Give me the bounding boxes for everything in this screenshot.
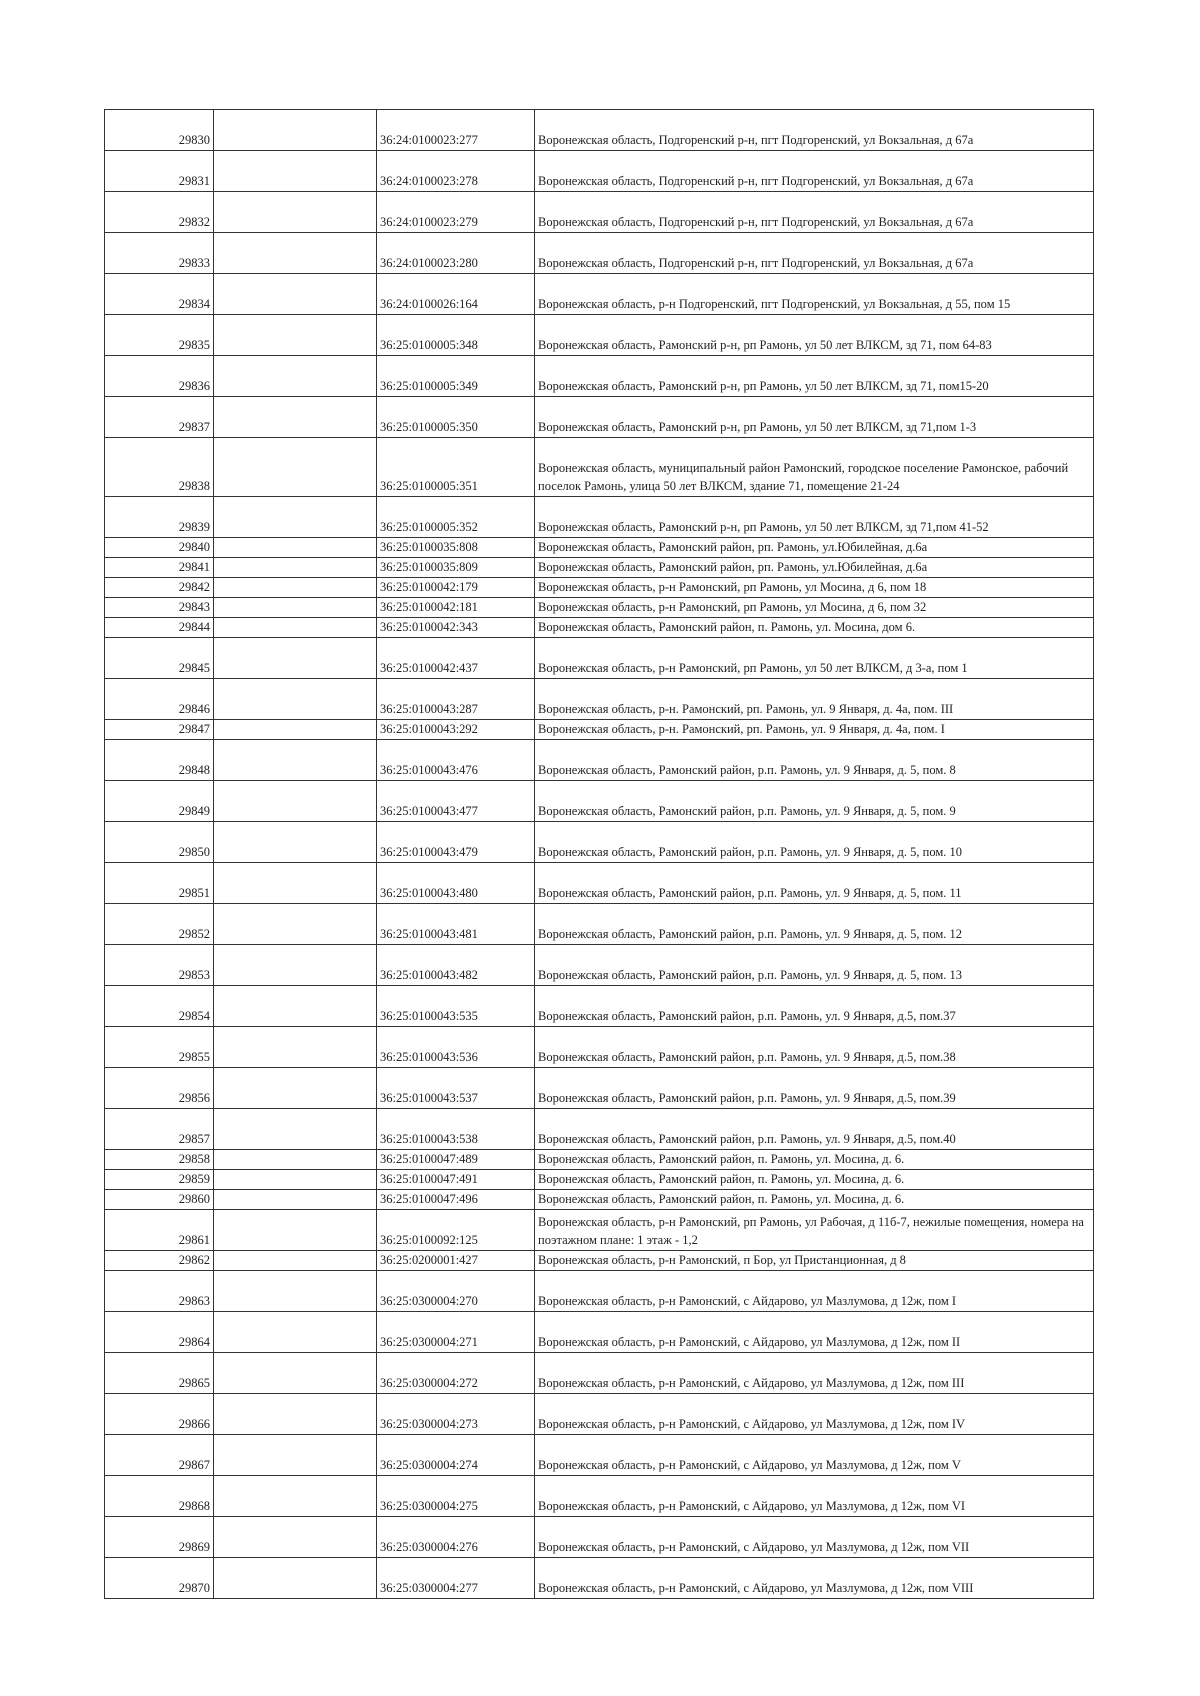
row-number: 29860 bbox=[105, 1190, 214, 1210]
table-row bbox=[105, 233, 1094, 274]
cadastral-number: 36:25:0100042:343 bbox=[377, 618, 535, 638]
empty-cell bbox=[214, 1251, 377, 1271]
property-address: Воронежская область, Рамонский район, р.п. Рамонь, ул. 9 Января, д.5, пом.39 bbox=[535, 1068, 1094, 1109]
row-number: 29836 bbox=[105, 356, 214, 397]
table-row bbox=[105, 151, 1094, 192]
empty-cell bbox=[214, 1170, 377, 1190]
empty-cell bbox=[214, 274, 377, 315]
row-number: 29862 bbox=[105, 1251, 214, 1271]
empty-cell bbox=[214, 110, 377, 151]
empty-cell bbox=[214, 1558, 377, 1599]
row-number: 29838 bbox=[105, 438, 214, 497]
empty-cell bbox=[214, 1190, 377, 1210]
empty-cell bbox=[214, 1210, 377, 1251]
property-address: Воронежская область, р-н Рамонский, рп Рамонь, ул Мосина, д 6, пом 32 bbox=[535, 598, 1094, 618]
property-address: Воронежская область, Рамонский район, п. Рамонь, ул. Мосина, д. 6. bbox=[535, 1150, 1094, 1170]
empty-cell bbox=[214, 720, 377, 740]
cadastral-number: 36:25:0100043:481 bbox=[377, 904, 535, 945]
empty-cell bbox=[214, 497, 377, 538]
empty-cell bbox=[214, 1027, 377, 1068]
table-row bbox=[105, 558, 1094, 578]
property-address: Воронежская область, р-н Рамонский, с Айдарово, ул Мазлумова, д 12ж, пом V bbox=[535, 1435, 1094, 1476]
row-number: 29869 bbox=[105, 1517, 214, 1558]
cadastral-number: 36:25:0100043:480 bbox=[377, 863, 535, 904]
row-number: 29857 bbox=[105, 1109, 214, 1150]
cadastral-number: 36:25:0100043:287 bbox=[377, 679, 535, 720]
row-number: 29840 bbox=[105, 538, 214, 558]
property-address: Воронежская область, р-н Рамонский, с Айдарово, ул Мазлумова, д 12ж, пом VII bbox=[535, 1517, 1094, 1558]
empty-cell bbox=[214, 397, 377, 438]
row-number: 29833 bbox=[105, 233, 214, 274]
table-row bbox=[105, 863, 1094, 904]
property-address: Воронежская область, р-н Рамонский, с Айдарово, ул Мазлумова, д 12ж, пом III bbox=[535, 1353, 1094, 1394]
cadastral-number: 36:25:0100047:491 bbox=[377, 1170, 535, 1190]
row-number: 29849 bbox=[105, 781, 214, 822]
cadastral-number: 36:25:0100035:808 bbox=[377, 538, 535, 558]
empty-cell bbox=[214, 1150, 377, 1170]
property-address: Воронежская область, р-н Рамонский, рп Рамонь, ул 50 лет ВЛКСМ, д 3-а, пом 1 bbox=[535, 638, 1094, 679]
table-row bbox=[105, 1109, 1094, 1150]
row-number: 29837 bbox=[105, 397, 214, 438]
empty-cell bbox=[214, 538, 377, 558]
empty-cell bbox=[214, 679, 377, 720]
cadastral-number: 36:25:0100043:535 bbox=[377, 986, 535, 1027]
cadastral-number: 36:25:0100005:349 bbox=[377, 356, 535, 397]
cadastral-number: 36:24:0100023:277 bbox=[377, 110, 535, 151]
cadastral-number: 36:25:0100005:351 bbox=[377, 438, 535, 497]
row-number: 29859 bbox=[105, 1170, 214, 1190]
row-number: 29832 bbox=[105, 192, 214, 233]
empty-cell bbox=[214, 781, 377, 822]
cadastral-number: 36:25:0300004:275 bbox=[377, 1476, 535, 1517]
cadastral-number: 36:25:0100042:437 bbox=[377, 638, 535, 679]
row-number: 29861 bbox=[105, 1210, 214, 1251]
row-number: 29841 bbox=[105, 558, 214, 578]
table-row bbox=[105, 438, 1094, 497]
property-address: Воронежская область, р-н Рамонский, п Бор, ул Пристанционная, д 8 bbox=[535, 1251, 1094, 1271]
property-address: Воронежская область, Рамонский район, р.п. Рамонь, ул. 9 Января, д.5, пом.37 bbox=[535, 986, 1094, 1027]
empty-cell bbox=[214, 1394, 377, 1435]
table-row bbox=[105, 397, 1094, 438]
cadastral-number: 36:25:0100005:348 bbox=[377, 315, 535, 356]
empty-cell bbox=[214, 1109, 377, 1150]
register-body bbox=[105, 110, 1094, 1599]
empty-cell bbox=[214, 1435, 377, 1476]
property-address: Воронежская область, р-н Рамонский, с Айдарово, ул Мазлумова, д 12ж, пом VIII bbox=[535, 1558, 1094, 1599]
cadastral-number: 36:25:0300004:277 bbox=[377, 1558, 535, 1599]
property-address: Воронежская область, р-н Рамонский, рп Рамонь, ул Рабочая, д 11б-7, нежилые помещения, номера на поэтажном плане: 1 этаж - 1,2 bbox=[535, 1210, 1094, 1251]
property-register-table bbox=[104, 109, 1094, 1599]
cadastral-number: 36:25:0100005:352 bbox=[377, 497, 535, 538]
row-number: 29868 bbox=[105, 1476, 214, 1517]
cadastral-number: 36:25:0100005:350 bbox=[377, 397, 535, 438]
property-address: Воронежская область, Рамонский район, п. Рамонь, ул. Мосина, дом 6. bbox=[535, 618, 1094, 638]
table-row bbox=[105, 1271, 1094, 1312]
property-address: Воронежская область, Рамонский р-н, рп Рамонь, ул 50 лет ВЛКСМ, зд 71,пом 1-3 bbox=[535, 397, 1094, 438]
property-address: Воронежская область, р-н Подгоренский, пгт Подгоренский, ул Вокзальная, д 55, пом 15 bbox=[535, 274, 1094, 315]
table-row bbox=[105, 315, 1094, 356]
cadastral-number: 36:25:0100043:538 bbox=[377, 1109, 535, 1150]
property-address: Воронежская область, Рамонский район, р.п. Рамонь, ул. 9 Января, д. 5, пом. 11 bbox=[535, 863, 1094, 904]
table-row bbox=[105, 986, 1094, 1027]
table-row bbox=[105, 1517, 1094, 1558]
empty-cell bbox=[214, 151, 377, 192]
empty-cell bbox=[214, 1476, 377, 1517]
property-address: Воронежская область, Рамонский район, п. Рамонь, ул. Мосина, д. 6. bbox=[535, 1170, 1094, 1190]
table-row bbox=[105, 1312, 1094, 1353]
row-number: 29852 bbox=[105, 904, 214, 945]
row-number: 29850 bbox=[105, 822, 214, 863]
table-row bbox=[105, 497, 1094, 538]
cadastral-number: 36:25:0100047:489 bbox=[377, 1150, 535, 1170]
empty-cell bbox=[214, 578, 377, 598]
table-row bbox=[105, 1353, 1094, 1394]
property-address: Воронежская область, р-н. Рамонский, рп. Рамонь, ул. 9 Января, д. 4а, пом. I bbox=[535, 720, 1094, 740]
cadastral-number: 36:25:0100092:125 bbox=[377, 1210, 535, 1251]
cadastral-number: 36:24:0100023:279 bbox=[377, 192, 535, 233]
cadastral-number: 36:24:0100026:164 bbox=[377, 274, 535, 315]
empty-cell bbox=[214, 618, 377, 638]
table-row bbox=[105, 904, 1094, 945]
cadastral-number: 36:25:0100042:179 bbox=[377, 578, 535, 598]
table-row bbox=[105, 1435, 1094, 1476]
property-address: Воронежская область, р-н Рамонский, рп Рамонь, ул Мосина, д 6, пом 18 bbox=[535, 578, 1094, 598]
property-address: Воронежская область, Рамонский район, рп. Рамонь, ул.Юбилейная, д.6а bbox=[535, 538, 1094, 558]
empty-cell bbox=[214, 598, 377, 618]
empty-cell bbox=[214, 638, 377, 679]
row-number: 29835 bbox=[105, 315, 214, 356]
property-address: Воронежская область, Рамонский район, р.п. Рамонь, ул. 9 Января, д. 5, пом. 13 bbox=[535, 945, 1094, 986]
empty-cell bbox=[214, 233, 377, 274]
cadastral-number: 36:25:0300004:272 bbox=[377, 1353, 535, 1394]
row-number: 29847 bbox=[105, 720, 214, 740]
empty-cell bbox=[214, 740, 377, 781]
property-address: Воронежская область, р-н Рамонский, с Айдарово, ул Мазлумова, д 12ж, пом II bbox=[535, 1312, 1094, 1353]
table-row bbox=[105, 1150, 1094, 1170]
empty-cell bbox=[214, 822, 377, 863]
table-row bbox=[105, 110, 1094, 151]
table-row bbox=[105, 1190, 1094, 1210]
cadastral-number: 36:25:0100043:479 bbox=[377, 822, 535, 863]
property-address: Воронежская область, Рамонский р-н, рп Рамонь, ул 50 лет ВЛКСМ, зд 71, пом 64-83 bbox=[535, 315, 1094, 356]
empty-cell bbox=[214, 356, 377, 397]
row-number: 29845 bbox=[105, 638, 214, 679]
table-row bbox=[105, 1068, 1094, 1109]
table-row bbox=[105, 638, 1094, 679]
cadastral-number: 36:25:0300004:276 bbox=[377, 1517, 535, 1558]
table-row bbox=[105, 1210, 1094, 1251]
table-row bbox=[105, 1394, 1094, 1435]
empty-cell bbox=[214, 558, 377, 578]
table-row bbox=[105, 945, 1094, 986]
property-address: Воронежская область, Рамонский район, р.п. Рамонь, ул. 9 Января, д.5, пом.40 bbox=[535, 1109, 1094, 1150]
row-number: 29855 bbox=[105, 1027, 214, 1068]
property-address: Воронежская область, муниципальный район Рамонский, городское поселение Рамонское, рабочий поселок Рамонь, улица 50 лет ВЛКСМ, здание 71, помещение 21-24 bbox=[535, 438, 1094, 497]
property-address: Воронежская область, Рамонский район, рп. Рамонь, ул.Юбилейная, д.6а bbox=[535, 558, 1094, 578]
empty-cell bbox=[214, 315, 377, 356]
row-number: 29863 bbox=[105, 1271, 214, 1312]
cadastral-number: 36:25:0100043:537 bbox=[377, 1068, 535, 1109]
empty-cell bbox=[214, 986, 377, 1027]
table-row bbox=[105, 1558, 1094, 1599]
empty-cell bbox=[214, 1271, 377, 1312]
property-address: Воронежская область, Рамонский район, п. Рамонь, ул. Мосина, д. 6. bbox=[535, 1190, 1094, 1210]
property-address: Воронежская область, р-н. Рамонский, рп. Рамонь, ул. 9 Января, д. 4а, пом. III bbox=[535, 679, 1094, 720]
cadastral-number: 36:24:0100023:278 bbox=[377, 151, 535, 192]
property-address: Воронежская область, Рамонский р-н, рп Рамонь, ул 50 лет ВЛКСМ, зд 71,пом 41-52 bbox=[535, 497, 1094, 538]
row-number: 29865 bbox=[105, 1353, 214, 1394]
table-row bbox=[105, 356, 1094, 397]
property-address: Воронежская область, Рамонский район, р.п. Рамонь, ул. 9 Января, д. 5, пом. 12 bbox=[535, 904, 1094, 945]
cadastral-number: 36:25:0100042:181 bbox=[377, 598, 535, 618]
row-number: 29851 bbox=[105, 863, 214, 904]
cadastral-number: 36:25:0100043:477 bbox=[377, 781, 535, 822]
table-row bbox=[105, 578, 1094, 598]
empty-cell bbox=[214, 1353, 377, 1394]
empty-cell bbox=[214, 438, 377, 497]
cadastral-number: 36:25:0200001:427 bbox=[377, 1251, 535, 1271]
cadastral-number: 36:25:0100043:476 bbox=[377, 740, 535, 781]
table-row bbox=[105, 679, 1094, 720]
table-row bbox=[105, 720, 1094, 740]
row-number: 29856 bbox=[105, 1068, 214, 1109]
property-address: Воронежская область, Подгоренский р-н, пгт Подгоренский, ул Вокзальная, д 67а bbox=[535, 151, 1094, 192]
property-address: Воронежская область, р-н Рамонский, с Айдарово, ул Мазлумова, д 12ж, пом IV bbox=[535, 1394, 1094, 1435]
empty-cell bbox=[214, 1312, 377, 1353]
cadastral-number: 36:24:0100023:280 bbox=[377, 233, 535, 274]
table-row bbox=[105, 192, 1094, 233]
table-row bbox=[105, 598, 1094, 618]
cadastral-number: 36:25:0100035:809 bbox=[377, 558, 535, 578]
empty-cell bbox=[214, 863, 377, 904]
table-row bbox=[105, 618, 1094, 638]
row-number: 29866 bbox=[105, 1394, 214, 1435]
row-number: 29848 bbox=[105, 740, 214, 781]
cadastral-number: 36:25:0100043:482 bbox=[377, 945, 535, 986]
property-address: Воронежская область, Подгоренский р-н, пгт Подгоренский, ул Вокзальная, д 67а bbox=[535, 233, 1094, 274]
row-number: 29854 bbox=[105, 986, 214, 1027]
row-number: 29839 bbox=[105, 497, 214, 538]
cadastral-number: 36:25:0100043:292 bbox=[377, 720, 535, 740]
property-address: Воронежская область, р-н Рамонский, с Айдарово, ул Мазлумова, д 12ж, пом I bbox=[535, 1271, 1094, 1312]
empty-cell bbox=[214, 904, 377, 945]
table-row bbox=[105, 1027, 1094, 1068]
property-address: Воронежская область, Рамонский район, р.п. Рамонь, ул. 9 Января, д. 5, пом. 10 bbox=[535, 822, 1094, 863]
property-address: Воронежская область, р-н Рамонский, с Айдарово, ул Мазлумова, д 12ж, пом VI bbox=[535, 1476, 1094, 1517]
row-number: 29858 bbox=[105, 1150, 214, 1170]
property-address: Воронежская область, Рамонский р-н, рп Рамонь, ул 50 лет ВЛКСМ, зд 71, пом15-20 bbox=[535, 356, 1094, 397]
table-row bbox=[105, 1251, 1094, 1271]
table-row bbox=[105, 274, 1094, 315]
table-row bbox=[105, 740, 1094, 781]
cadastral-number: 36:25:0100043:536 bbox=[377, 1027, 535, 1068]
row-number: 29844 bbox=[105, 618, 214, 638]
table-row bbox=[105, 822, 1094, 863]
empty-cell bbox=[214, 945, 377, 986]
property-address: Воронежская область, Рамонский район, р.п. Рамонь, ул. 9 Января, д.5, пом.38 bbox=[535, 1027, 1094, 1068]
property-address: Воронежская область, Подгоренский р-н, пгт Подгоренский, ул Вокзальная, д 67а bbox=[535, 192, 1094, 233]
empty-cell bbox=[214, 192, 377, 233]
property-address: Воронежская область, Подгоренский р-н, пгт Подгоренский, ул Вокзальная, д 67а bbox=[535, 110, 1094, 151]
property-address: Воронежская область, Рамонский район, р.п. Рамонь, ул. 9 Января, д. 5, пом. 8 bbox=[535, 740, 1094, 781]
cadastral-number: 36:25:0300004:273 bbox=[377, 1394, 535, 1435]
property-address: Воронежская область, Рамонский район, р.п. Рамонь, ул. 9 Января, д. 5, пом. 9 bbox=[535, 781, 1094, 822]
table-row bbox=[105, 1476, 1094, 1517]
table-row bbox=[105, 781, 1094, 822]
row-number: 29846 bbox=[105, 679, 214, 720]
row-number: 29834 bbox=[105, 274, 214, 315]
row-number: 29830 bbox=[105, 110, 214, 151]
row-number: 29842 bbox=[105, 578, 214, 598]
empty-cell bbox=[214, 1517, 377, 1558]
cadastral-number: 36:25:0300004:270 bbox=[377, 1271, 535, 1312]
table-row bbox=[105, 538, 1094, 558]
row-number: 29867 bbox=[105, 1435, 214, 1476]
cadastral-number: 36:25:0300004:274 bbox=[377, 1435, 535, 1476]
empty-cell bbox=[214, 1068, 377, 1109]
table-row bbox=[105, 1170, 1094, 1190]
row-number: 29843 bbox=[105, 598, 214, 618]
row-number: 29831 bbox=[105, 151, 214, 192]
row-number: 29870 bbox=[105, 1558, 214, 1599]
cadastral-number: 36:25:0300004:271 bbox=[377, 1312, 535, 1353]
cadastral-number: 36:25:0100047:496 bbox=[377, 1190, 535, 1210]
row-number: 29853 bbox=[105, 945, 214, 986]
row-number: 29864 bbox=[105, 1312, 214, 1353]
